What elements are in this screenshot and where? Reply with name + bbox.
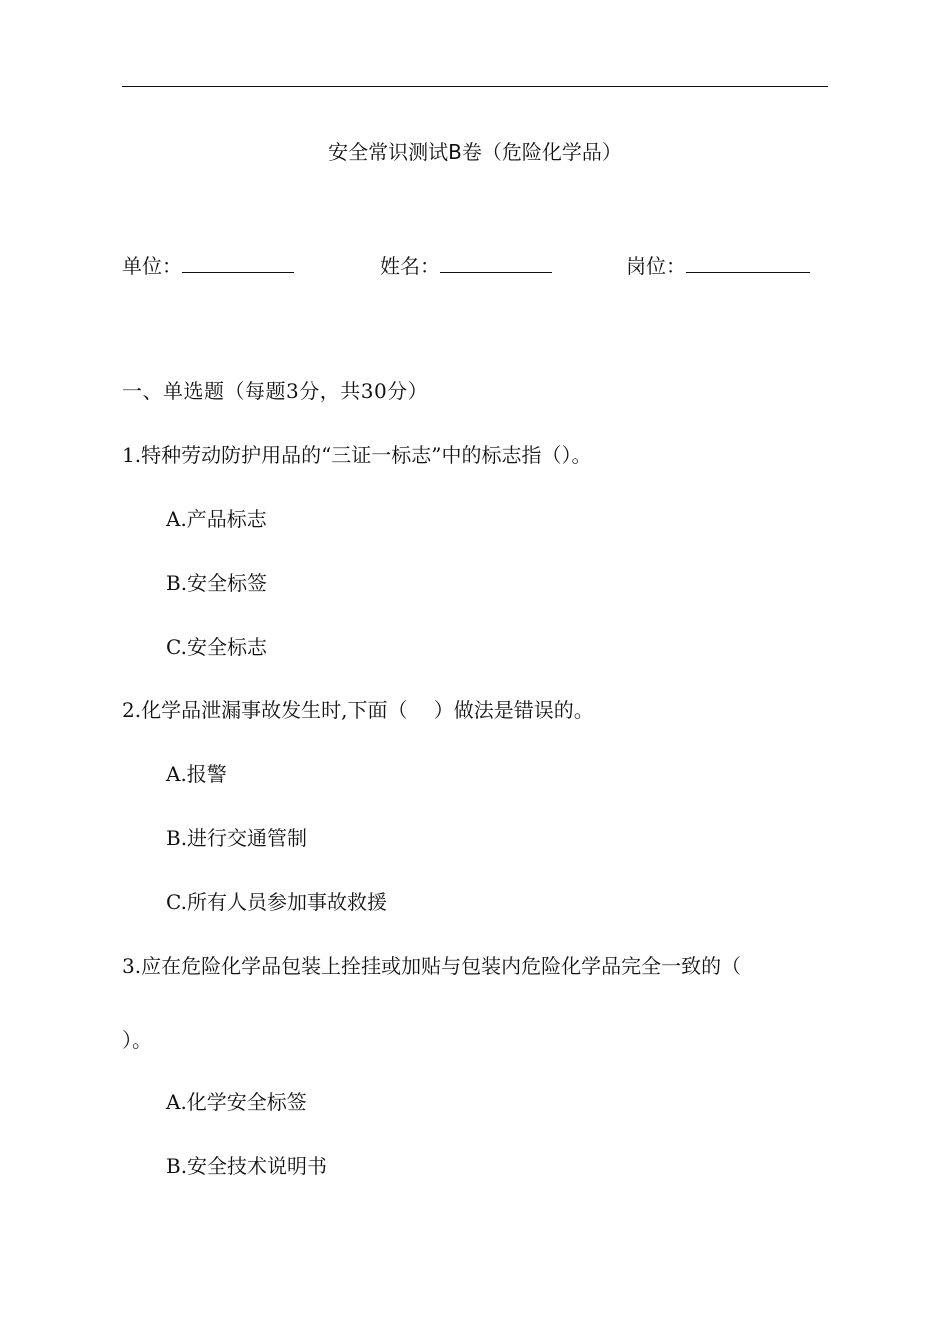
question-3-option-b: B.安全技术说明书 <box>166 1154 328 1178</box>
post-field <box>626 250 810 279</box>
question-1-stem: 1.特种劳动防护用品的“三证一标志”中的标志指（）。 <box>122 443 592 467</box>
name-label: 姓名： <box>380 254 440 278</box>
question-2-option-b: B.进行交通管制 <box>166 826 308 850</box>
unit-blank[interactable] <box>182 250 294 273</box>
question-2-stem: 2.化学品泄漏事故发生时,下面（ ）做法是错误的。 <box>122 698 594 722</box>
header-rule <box>122 86 828 87</box>
name-field <box>380 250 552 279</box>
post-blank[interactable] <box>686 250 810 273</box>
unit-label: 单位： <box>122 254 182 278</box>
post-label: 岗位： <box>626 254 686 278</box>
name-blank[interactable] <box>440 250 552 273</box>
section-heading: 一、单选题（每题3分，共30分） <box>122 379 429 403</box>
question-2-option-a: A.报警 <box>166 762 227 786</box>
question-3-stem-line-1: 3.应在危险化学品包装上拴挂或加贴与包装内危险化学品完全一致的（ <box>122 954 742 978</box>
question-1-option-b: B.安全标签 <box>166 571 268 595</box>
info-fields <box>0 250 950 282</box>
unit-field <box>122 250 294 279</box>
question-3-stem-line-2: ）。 <box>122 1028 152 1052</box>
question-3-option-a: A.化学安全标签 <box>166 1090 307 1114</box>
question-1-option-a: A.产品标志 <box>166 507 267 531</box>
document-title: 安全常识测试B卷（危险化学品） <box>328 140 622 164</box>
question-1-option-c: C.安全标志 <box>166 635 267 659</box>
question-2-option-c: C.所有人员参加事故救援 <box>166 890 387 914</box>
